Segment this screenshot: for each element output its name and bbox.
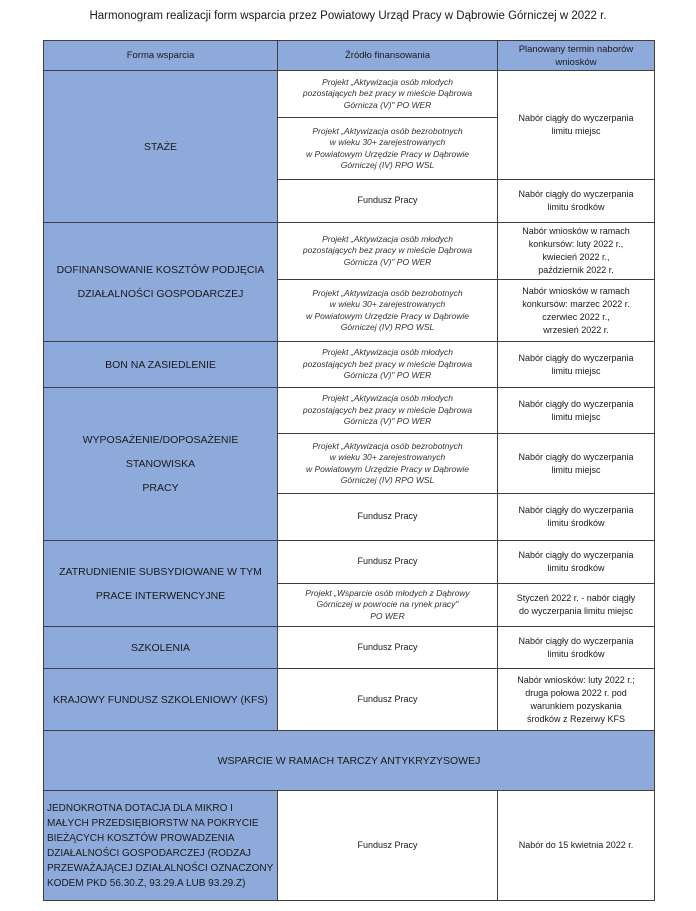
section-row <box>44 731 655 791</box>
form-wyposazenie: WYPOSAŻENIE/DOPOSAŻENIE STANOWISKA PRACY <box>44 388 278 541</box>
source-cell: Projekt „Aktywizacja osób młodych pozostających bez pracy w mieście Dąbrowa Górnicza (V)" PO WER <box>278 223 498 280</box>
form-kfs: KRAJOWY FUNDUSZ SZKOLENIOWY (KFS) <box>44 669 278 731</box>
source-cell: Fundusz Pracy <box>278 627 498 669</box>
term-cell: Nabór wniosków w ramach konkursów: luty 2022 r., kwiecień 2022 r., październik 2022 r. <box>498 223 655 280</box>
table-row <box>44 71 655 118</box>
term-cell: Nabór ciągły do wyczerpania limitu miejsc <box>498 434 655 494</box>
source-cell: Fundusz Pracy <box>278 180 498 223</box>
form-dofinansowanie: DOFINANSOWANIE KOSZTÓW PODJĘCIA DZIAŁALNOŚCI GOSPODARCZEJ <box>44 223 278 342</box>
table-row <box>44 223 655 280</box>
source-cell: Fundusz Pracy <box>278 669 498 731</box>
term-cell: Nabór wniosków: luty 2022 r.; druga połowa 2022 r. pod warunkiem pozyskania środków z Rezerwy KFS <box>498 669 655 731</box>
term-cell: Nabór do 15 kwietnia 2022 r. <box>498 791 655 901</box>
source-cell: Fundusz Pracy <box>278 494 498 541</box>
source-cell: Projekt „Aktywizacja osób młodych pozostających bez pracy w mieście Dąbrowa Górnicza (V)" PO WER <box>278 71 498 118</box>
form-bon: BON NA ZASIEDLENIE <box>44 342 278 388</box>
source-cell: Projekt „Aktywizacja osób młodych pozostających bez pracy w mieście Dąbrowa Górnicza (V)" PO WER <box>278 342 498 388</box>
source-cell: Projekt „Aktywizacja osób młodych pozostających bez pracy w mieście Dąbrowa Górnicza (V)" PO WER <box>278 388 498 434</box>
form-zatrudnienie: ZATRUDNIENIE SUBSYDIOWANE W TYM PRACE INTERWENCYJNE <box>44 541 278 627</box>
source-cell: Fundusz Pracy <box>278 791 498 901</box>
term-cell: Nabór ciągły do wyczerpania limitu środków <box>498 180 655 223</box>
term-cell: Nabór ciągły do wyczerpania limitu miejsc <box>498 388 655 434</box>
term-cell: Styczeń 2022 r. - nabór ciągły do wyczerpania limitu miejsc <box>498 584 655 627</box>
form-staze: STAŻE <box>44 71 278 223</box>
term-cell: Nabór ciągły do wyczerpania limitu środków <box>498 541 655 584</box>
table-row <box>44 669 655 731</box>
header-source: Źródło finansowania <box>278 41 498 71</box>
table-row <box>44 791 655 901</box>
source-cell: Fundusz Pracy <box>278 541 498 584</box>
header-form: Forma wsparcia <box>44 41 278 71</box>
table-row <box>44 627 655 669</box>
term-cell: Nabór ciągły do wyczerpania limitu środków <box>498 494 655 541</box>
schedule-table <box>43 40 655 901</box>
table-row <box>44 342 655 388</box>
source-cell: Projekt „Aktywizacja osób bezrobotnych w wieku 30+ zarejestrowanych w Powiatowym Urzędzie Pracy w Dąbrowie Górniczej (IV) RPO WSL <box>278 434 498 494</box>
document-title: Harmonogram realizacji form wsparcia przez Powiatowy Urząd Pracy w Dąbrowie Górniczej w 2022 r. <box>89 10 607 22</box>
term-cell: Nabór ciągły do wyczerpania limitu środków <box>498 627 655 669</box>
source-cell: Projekt „Aktywizacja osób bezrobotnych w wieku 30+ zarejestrowanych w Powiatowym Urzędzie Pracy w Dąbrowie Górniczej (IV) RPO WSL <box>278 118 498 180</box>
header-term: Planowany termin naborów wniosków <box>498 41 655 71</box>
section-title: WSPARCIE W RAMACH TARCZY ANTYKRYZYSOWEJ <box>44 731 655 791</box>
term-cell: Nabór wniosków w ramach konkursów: marzec 2022 r. czerwiec 2022 r., wrzesień 2022 r. <box>498 280 655 342</box>
form-dotacja: JEDNOKROTNA DOTACJA DLA MIKRO I MAŁYCH PRZEDSIĘBIORSTW NA POKRYCIE BIEŻĄCYCH KOSZTÓW PROWADZENIA DZIAŁALNOŚCI GOSPODARCZEJ (RODZAJ PRZEWAŻAJĄCEJ DZIAŁALNOŚCI OZNACZONY KODEM PKD 56.30.Z, 93.29.A LUB 93.29.Z) <box>44 791 278 901</box>
table-row <box>44 388 655 434</box>
source-cell: Projekt „Wsparcie osób młodych z Dąbrowy Górniczej w powrocie na rynek pracy" PO WER <box>278 584 498 627</box>
term-cell: Nabór ciągły do wyczerpania limitu miejsc <box>498 71 655 180</box>
form-szkolenia: SZKOLENIA <box>44 627 278 669</box>
table-row <box>44 541 655 584</box>
term-cell: Nabór ciągły do wyczerpania limitu miejsc <box>498 342 655 388</box>
header-row <box>44 41 655 71</box>
source-cell: Projekt „Aktywizacja osób bezrobotnych w wieku 30+ zarejestrowanych w Powiatowym Urzędzie Pracy w Dąbrowie Górniczej (IV) RPO WSL <box>278 280 498 342</box>
